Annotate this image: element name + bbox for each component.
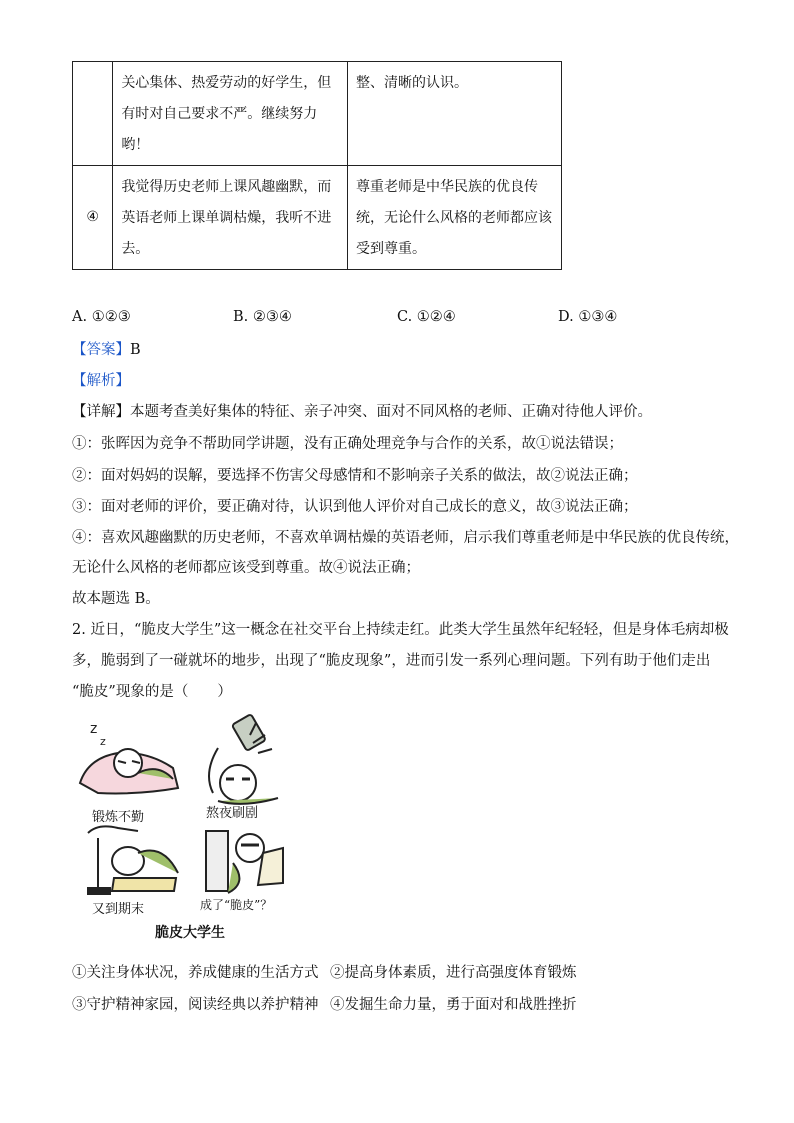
cartoon-illustration: [78, 713, 293, 945]
panel-phone: [209, 714, 278, 804]
option-d: D. ①③④: [558, 309, 618, 325]
choice-3: ③守护精神家园，阅读经典以养护精神: [72, 997, 319, 1013]
behavior-cell: 我觉得历史老师上课风趣幽默，而英语老师上课单调枯燥，我听不进去。: [113, 166, 348, 270]
cartoon-figure: [78, 713, 293, 945]
answer-line: [72, 340, 141, 360]
analysis-label: 【解析】: [72, 373, 130, 389]
panel-label-4: 成了“脆皮”？: [200, 898, 273, 912]
detail-label: 【详解】: [72, 404, 130, 420]
answer-value: B: [130, 342, 141, 358]
detail-point-4-cont: 无论什么风格的老师都应该受到尊重。故④说法正确；: [72, 560, 420, 576]
detail-point-2: ②：面对妈妈的误解，要选择不伤害父母感情和不影响亲子关系的做法，故②说法正确；: [72, 468, 638, 484]
table-row: [73, 166, 562, 270]
choice-1: ①关注身体状况，养成健康的生活方式: [72, 965, 319, 981]
table-row: [73, 62, 562, 166]
svg-text:z: z: [90, 721, 98, 737]
behavior-cell: 关心集体、热爱劳动的好学生，但有时对自己要求不严。继续努力哟！: [113, 62, 348, 166]
detail-intro: [72, 402, 652, 422]
row-number: ④: [73, 166, 113, 270]
panel-studying: [88, 826, 178, 894]
choice-2: ②提高身体素质，进行高强度体育锻炼: [330, 965, 577, 981]
detail-point-4: ④：喜欢风趣幽默的历史老师，不喜欢单调枯燥的英语老师，启示我们尊重老师是中华民族的优良传统，: [72, 530, 739, 546]
panel-sleeping: [80, 721, 178, 793]
view-cell: 整、清晰的认识。: [347, 62, 561, 166]
panel-tired: [206, 831, 283, 893]
answer-label: 【答案】: [72, 342, 130, 358]
detail-point-3: ③：面对老师的评价，要正确对待，认识到他人评价对自己成长的意义，故③说法正确；: [72, 499, 638, 515]
panel-label-3: 又到期末: [92, 902, 145, 917]
view-cell: 尊重老师是中华民族的优良传统，无论什么风格的老师都应该受到尊重。: [347, 166, 561, 270]
row-number: [73, 62, 113, 166]
panel-label-1: 锻炼不勤: [92, 810, 145, 825]
option-c: C. ①②④: [397, 309, 456, 325]
detail-conclusion: 故本题选 B。: [72, 591, 160, 607]
option-a: A. ①②③: [72, 309, 131, 325]
figure-caption: 脆皮大学生: [155, 925, 225, 941]
evaluation-table: [72, 61, 562, 270]
detail-point-1: ①：张晖因为竞争不帮助同学讲题，没有正确处理竞争与合作的关系，故①说法错误；: [72, 436, 623, 452]
option-b: B. ②③④: [233, 309, 292, 325]
svg-text:z: z: [100, 735, 106, 748]
question-2-line-2: 多，脆弱到了一碰就坏的地步，出现了“脆皮现象”，进而引发一系列心理问题。下列有助于他们走出: [72, 653, 711, 669]
choice-4: ④发掘生命力量，勇于面对和战胜挫折: [330, 997, 577, 1013]
detail-intro-text: 本题考查美好集体的特征、亲子冲突、面对不同风格的老师、正确对待他人评价。: [130, 404, 652, 420]
question-2-line-1: 2. 近日，“脆皮大学生”这一概念在社交平台上持续走红。此类大学生虽然年纪轻轻，但是身体毛病却极: [72, 622, 729, 638]
panel-label-2: 熬夜刷剧: [206, 806, 259, 821]
question-2-line-3: “脆皮”现象的是（ ）: [72, 684, 232, 700]
